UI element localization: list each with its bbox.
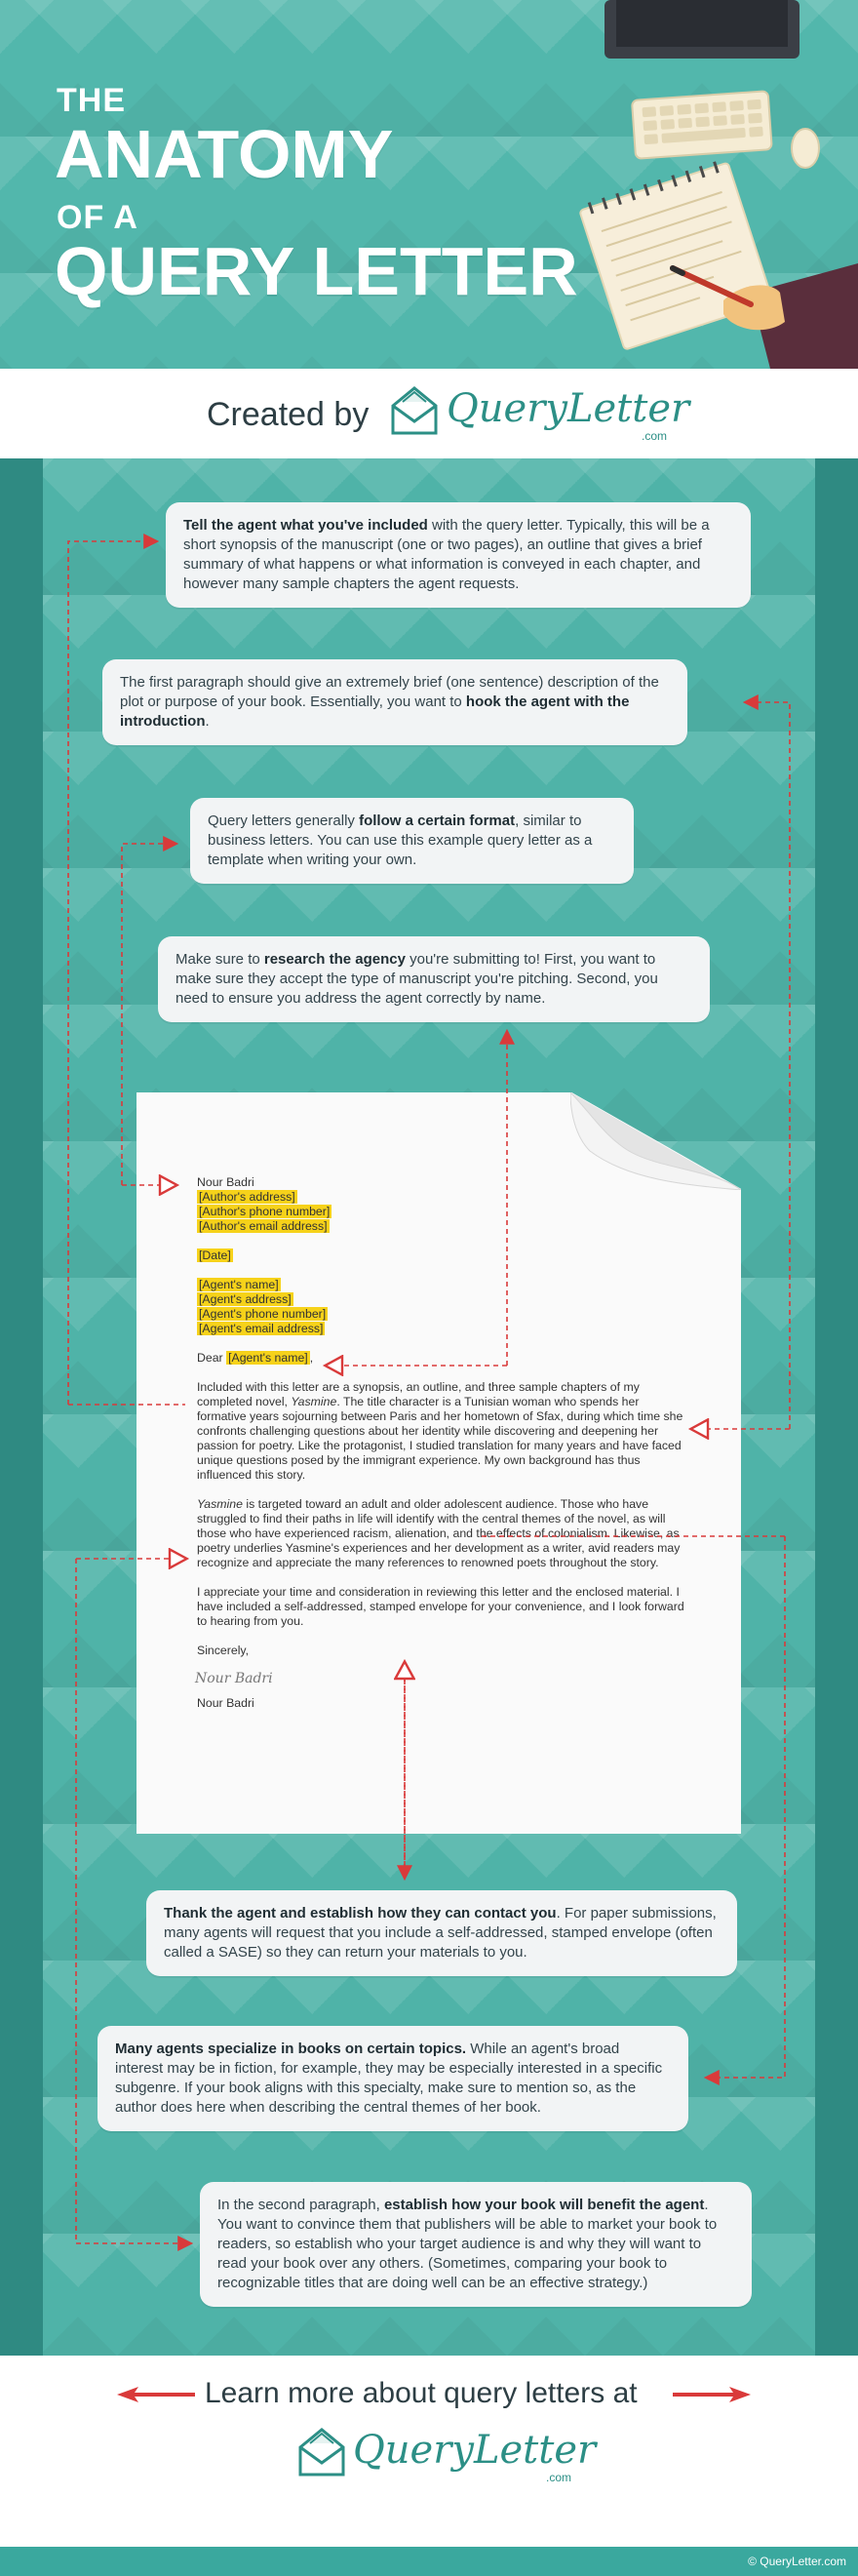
- callout-research-end: you're submitting to! First, you want to make sure they accept the type of manuscript you're pitching. Second, you need to ensure you address the agent correctly by name.: [176, 951, 658, 1007]
- callout-thank-text: . For paper submissions, many agents will request that you include a self-addressed, stamped envelope (often called a SASE) so they can return your materials to you.: [164, 1905, 717, 1961]
- callout-included-bold: Tell the agent what you've included: [183, 517, 428, 534]
- letter-signoff-name: Nour Badri: [197, 1696, 254, 1710]
- callout-benefit-text: In the second paragraph,: [217, 2197, 384, 2213]
- letter-signature: Nour Badri: [195, 1671, 273, 1686]
- callout-specialize-text: While an agent's broad interest may be in fiction, for example, they may be especially interested in a specific subgenre. If your book aligns with this specialty, make sure to mention so, as the author does here when describing the central themes of her book.: [115, 2041, 663, 2116]
- title-of-a: OF A: [57, 199, 138, 236]
- letter-agent-email: [Agent's email address]: [199, 1322, 324, 1335]
- letter-closing: Sincerely,: [197, 1644, 250, 1657]
- arrow-hook: [746, 702, 790, 1429]
- letter-agent-address: [Agent's address]: [199, 1292, 292, 1306]
- callout-included-text: with the query letter. Typically, this will be a short synopsis of the manuscript (one or two pages), an outline that gives a brief summary of what happens or what information is conveyed in each chapter, and however many sample chapters the agent requests.: [183, 517, 710, 592]
- arrow-format: [122, 844, 176, 1185]
- letter-sender-name: Nour Badri: [197, 1175, 254, 1189]
- callout-thank-bold: Thank the agent and establish how they can contact you: [164, 1905, 557, 1922]
- title-the: THE: [57, 82, 126, 119]
- arrow-specialize: [707, 1536, 785, 2078]
- arrow-included: [68, 541, 156, 1405]
- callout-format-bold: follow a certain format: [359, 812, 516, 829]
- envelope-logo-icon: [292, 2424, 351, 2482]
- footer-copyright[interactable]: © QueryLetter.com: [748, 2555, 846, 2568]
- letter-paragraph-1: Included with this letter are a synopsis, an outline, and three sample chapters of my completed novel, Yasmine. The title character is a Tunisian woman who spends her formative years sojourning between Paris and her hometown of Sfax, during which time she confronts challenging questions about her identity while discovering and deepening her passion for poetry. Like the protagonist, I studied translation for many years and have faced unique questions posed by the immigrant experience. My own background has thus influenced this story.: [197, 1380, 683, 1482]
- callout-research-text: Make sure to: [176, 951, 264, 968]
- created-logo-word[interactable]: QueryLetter: [447, 386, 690, 431]
- callout-hook-bold: hook the agent with the introduction: [120, 694, 630, 730]
- letter-dear-name: [Agent's name]: [228, 1351, 308, 1365]
- letter-author-address: [Author's address]: [199, 1190, 295, 1204]
- letter-agent-name: [Agent's name]: [199, 1278, 279, 1291]
- letter-paragraph-2: Yasmine is targeted toward an adult and older adolescent audience. Those who have struggled to find their paths in life will identify with the central themes of the novel, as will those who have experienced racism, alienation, and the effects of colonialism. Likewise, as poetry underlies Yasmine's experiences and her development as a writer, avid readers may recognize and appreciate the many references to renowned poets throughout the story.: [197, 1497, 681, 1569]
- letter-salutation: Dear [Agent's name] ,: [197, 1351, 314, 1365]
- arrow-right-icon: [673, 2385, 751, 2404]
- arrow-left-icon: [117, 2385, 195, 2404]
- letter-agent-phone: [Agent's phone number]: [199, 1307, 327, 1321]
- callout-research-bold: research the agency: [263, 951, 406, 968]
- letter-author-email: [Author's email address]: [199, 1219, 328, 1233]
- learn-more-band: [0, 2356, 858, 2547]
- created-logo-suffix: .com: [642, 429, 668, 443]
- callout-specialize-bold: Many agents specialize in books on certain topics.: [115, 2041, 467, 2057]
- callout-hook-end: .: [205, 713, 210, 730]
- footer: [0, 2547, 858, 2576]
- learn-logo-word[interactable]: QueryLetter: [353, 2428, 597, 2473]
- learn-logo-suffix: .com: [546, 2471, 572, 2484]
- learn-more-text: Learn more about query letters at: [205, 2377, 638, 2409]
- title-anatomy: ANATOMY: [55, 116, 394, 192]
- callout-format-text: Query letters generally: [208, 812, 360, 829]
- letter-paragraph-3: I appreciate your time and consideration in reviewing this letter and the enclosed material. I have included a self-addressed, stamped envelope for your convenience, and I look forward to hearing from you.: [197, 1585, 684, 1628]
- callout-hook-text: The first paragraph should give an extremely brief (one sentence) description of the plot or purpose of your book. Essentially, you want to: [120, 674, 659, 710]
- callout-benefit-end: . You want to convince them that publishers will be able to market your book to readers, so establish who your target audience is and why they will want to read your book over any others. (Sometimes, comparing your book to recognizable titles that are doing well can be an effective strategy.): [217, 2197, 718, 2291]
- created-by-label: Created by: [207, 396, 370, 433]
- callout-format-end: , similar to business letters. You can use this example query letter as a template when writing your own.: [208, 812, 593, 868]
- letter-date: [Date]: [199, 1248, 231, 1262]
- arrow-benefit: [76, 1559, 190, 2243]
- title-query-letter: QUERY LETTER: [55, 233, 578, 309]
- letter-author-phone: [Author's phone number]: [199, 1205, 331, 1218]
- callout-benefit-bold: establish how your book will benefit the agent: [383, 2197, 705, 2213]
